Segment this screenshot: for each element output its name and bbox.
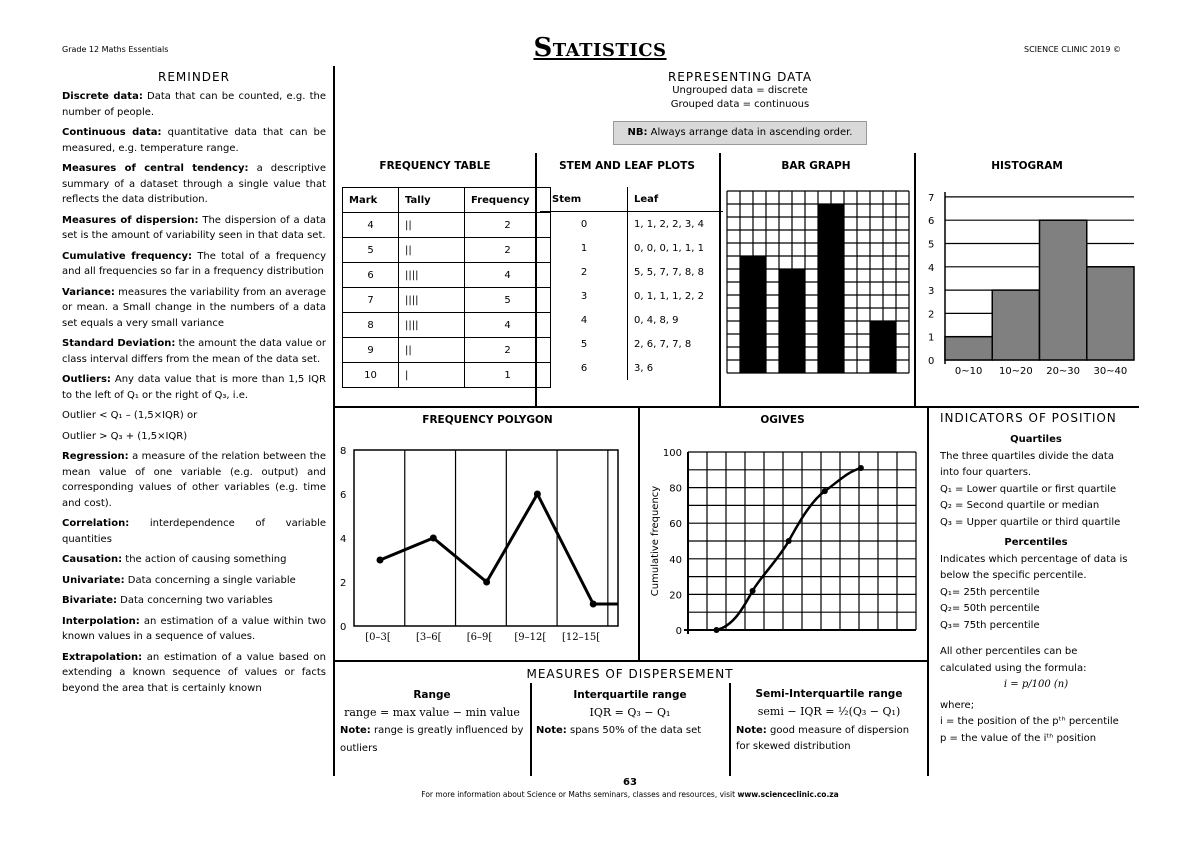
table-cell: 0, 4, 8, 9 [628, 308, 724, 332]
data-point [786, 538, 792, 544]
table-cell: 7 [343, 288, 399, 313]
plot-frame [354, 450, 618, 626]
tick-label: 40 [669, 554, 682, 566]
divider-bar [914, 153, 916, 406]
frequency-polygon-chart [336, 438, 636, 650]
table-cell: 4 [580, 314, 588, 326]
table-row [540, 212, 723, 237]
category-label: [3–6[ [416, 632, 442, 643]
table-row [343, 213, 551, 238]
data-point [430, 535, 437, 542]
reminder-text: The total of a frequency and all frequencies so far in a frequency distribution [62, 250, 326, 277]
reminder-term: Outliers: [62, 374, 111, 385]
data-point [750, 588, 756, 594]
where-label: where; [940, 699, 975, 711]
reminder-text: measures the variability from an average or mean. a Small change in the numbers of a data set equals a very small variance [62, 286, 326, 329]
divider-iqr [729, 683, 731, 776]
table-cell: 5 [580, 338, 588, 350]
table-cell: 4 [465, 313, 551, 338]
tick-label: 8 [340, 446, 347, 457]
reminder-term: Extrapolation: [62, 651, 143, 663]
def-p: p = the value of the iᵗʰ position [940, 732, 1097, 744]
reminder-term: Continuous data: [62, 127, 162, 138]
quartile-q3: Q₃ = Upper quartile or third quartile [940, 516, 1121, 528]
siqr-note [736, 723, 922, 755]
table-cell: 0, 0, 0, 1, 1, 1 [628, 236, 724, 260]
reminder-item [62, 336, 326, 367]
y-axis-label: Cumulative frequency [650, 485, 661, 597]
data-point [590, 601, 597, 608]
reminder-item [62, 614, 326, 645]
representing-line2: Grouped data = continuous [670, 99, 810, 110]
nb-text: Always arrange data in ascending order. [647, 127, 853, 138]
siqr-note-text: good measure of dispersion for skewed distribution [736, 725, 910, 752]
reminder-item [62, 89, 326, 120]
indicators-panel [940, 432, 1132, 747]
table-cell: 1 [465, 363, 551, 388]
def-i: i = the position of the pᵗʰ percentile [940, 716, 1119, 727]
reminder-text: quantitative data that can be measured, e.g. temperature range. [62, 127, 327, 154]
ogive-title: OGIVES [760, 414, 805, 426]
tick-label: 60 [669, 519, 682, 531]
table-cell: 9 [343, 338, 399, 363]
tick-label: 1 [928, 332, 935, 344]
table-cell: 6 [580, 362, 588, 374]
table-row [540, 356, 723, 380]
reminder-term: Discrete data: [62, 91, 143, 102]
range-panel [340, 686, 524, 758]
reminder-term: Measures of dispersion: [62, 214, 199, 226]
reminder-item [62, 249, 326, 280]
data-point [483, 579, 490, 586]
page-title: Statistics [533, 33, 667, 63]
reminder-text: an estimation of a value based on extending a known sequence of values or facts beyond the area that is certainly known [62, 651, 326, 694]
bar [870, 321, 896, 373]
histogram-bar [1040, 220, 1087, 360]
tick-label: 80 [669, 483, 682, 495]
table-cell: 2 [580, 266, 588, 278]
reminder-item [62, 650, 326, 697]
dispersement-title: MEASURES OF DISPERSEMENT [526, 667, 734, 681]
reminder-item [62, 516, 326, 547]
reminder-list [62, 89, 326, 696]
reminder-text: interdependence of variable quantities [62, 518, 326, 545]
category-label: [9–12[ [514, 632, 547, 643]
data-point [858, 465, 864, 471]
tick-label: 0 [675, 626, 682, 637]
freq-table-title: FREQUENCY TABLE [379, 160, 491, 172]
percentile-other: All other percentiles can be calculated using the formula: [940, 646, 1087, 674]
category-label: 20~30 [1046, 366, 1081, 377]
data-point [534, 491, 541, 498]
reminder-item [62, 125, 326, 156]
reminder-item [62, 429, 326, 445]
table-cell: 5 [343, 238, 399, 263]
tick-label: 0 [928, 356, 935, 367]
reminder-text: the action of causing something [122, 554, 287, 565]
table-cell: 10 [343, 363, 399, 388]
tick-label: 2 [928, 309, 935, 321]
divider-row1 [333, 406, 1139, 408]
reminder-term: Standard Deviation: [62, 338, 176, 349]
table-cell: 1 [580, 242, 588, 254]
category-label: 10~20 [998, 366, 1033, 377]
table-cell: 4 [465, 263, 551, 288]
bar [779, 269, 805, 373]
table-row [343, 263, 551, 288]
table-cell: 2, 6, 7, 7, 8 [628, 332, 724, 356]
bar [818, 204, 844, 373]
table-row [343, 238, 551, 263]
table-cell: |||| [399, 263, 465, 288]
ogive-curve [717, 468, 861, 630]
iqr-title: Interquartile range [573, 689, 687, 701]
representing-line1: Ungrouped data = discrete [672, 85, 808, 96]
reminder-item [62, 161, 326, 208]
bar [740, 256, 766, 373]
stem-leaf-header: Stem [540, 187, 628, 212]
reminder-item [62, 593, 326, 609]
header-left: Grade 12 Maths Essentials [62, 45, 169, 54]
reminder-text: a measure of the relation between the mean value of one variable (e.g. output) and corresponding values of other variables (e.g. time and cost). [62, 451, 326, 509]
reminder-text: Data concerning two variables [117, 595, 273, 606]
quartile-q2: Q₂ = Second quartile or median [940, 500, 1100, 511]
range-note-label: Note: [340, 725, 371, 736]
reminder-item [62, 573, 326, 589]
divider-poly [638, 406, 640, 660]
table-cell: 0 [580, 218, 588, 230]
iqr-note-label: Note: [536, 725, 567, 736]
reminder-term: Bivariate: [62, 595, 117, 606]
table-cell: |||| [399, 288, 465, 313]
category-label: 0~10 [954, 366, 983, 377]
percentile-q1: Q₁= 25th percentile [940, 586, 1040, 598]
category-label: [6–9[ [466, 632, 493, 643]
table-row [540, 308, 723, 332]
reminder-text: Data that can be counted, e.g. the number of people. [62, 91, 326, 118]
data-point [377, 557, 384, 564]
quartiles-intro: The three quartiles divide the data into four quarters. [940, 450, 1114, 478]
reminder-text: The dispersion of a data set is the amount of variability seen in that data set. [62, 214, 326, 241]
data-point [714, 627, 720, 633]
percentiles-title: Percentiles [1004, 537, 1068, 548]
reminder-item [62, 408, 326, 424]
tick-label: 100 [662, 448, 682, 459]
table-cell: 2 [465, 238, 551, 263]
representing-title: REPRESENTING DATA [667, 70, 813, 84]
siqr-panel [736, 686, 922, 755]
reminder-text: Any data value that is more than 1,5 IQR to the left of Q₁ or the right of Q₃, i.e. [62, 374, 326, 401]
polygon-line [380, 494, 618, 604]
reminder-text: an estimation of a value within two known values in a sequence of values. [62, 615, 326, 642]
table-cell: || [399, 238, 465, 263]
tick-label: 6 [340, 490, 347, 501]
nb-label: NB: [627, 127, 648, 138]
table-row [540, 332, 723, 356]
reminder-panel [62, 70, 326, 701]
table-cell: 4 [343, 213, 399, 238]
table-row [343, 338, 551, 363]
siqr-formula: semi − IQR = ½(Q₃ − Q₁) [757, 705, 901, 718]
table-cell: 2 [465, 213, 551, 238]
bar-graph-title: BAR GRAPH [781, 160, 851, 172]
table-cell: 6 [343, 263, 399, 288]
tick-label: 3 [928, 286, 935, 298]
reminder-term: Measures of central tendency: [62, 163, 249, 174]
percentile-q2: Q₂= 50th percentile [940, 603, 1040, 614]
ogive-chart [642, 440, 924, 640]
reminder-term: Causation: [62, 554, 123, 565]
table-cell: 0, 1, 1, 1, 2, 2 [628, 284, 724, 308]
reminder-text: Data concerning a single variable [124, 574, 296, 586]
quartiles-title: Quartiles [1010, 434, 1062, 445]
indicators-title: INDICATORS OF POSITION [940, 411, 1117, 425]
table-row [343, 313, 551, 338]
tick-label: 2 [340, 578, 347, 589]
tick-label: 20 [669, 590, 682, 602]
table-cell: 3 [580, 290, 588, 302]
tick-label: 6 [928, 216, 935, 228]
reminder-item [62, 372, 326, 403]
divider-ogive [927, 406, 929, 776]
freq-table-header: Frequency [465, 188, 551, 213]
percentile-formula: i = p/100 (n) [1003, 679, 1069, 690]
table-cell: 1, 1, 2, 2, 3, 4 [628, 212, 724, 237]
stem-leaf-title: STEM AND LEAF PLOTS [559, 160, 695, 172]
tick-label: 4 [928, 262, 935, 274]
divider-row2 [333, 660, 927, 662]
tick-label: 0 [340, 622, 347, 633]
reminder-item [62, 552, 326, 568]
table-cell: 5, 5, 7, 7, 8, 8 [628, 260, 724, 284]
reminder-text: Outlier > Q₃ + (1,5×IQR) [62, 430, 188, 442]
table-cell: 8 [343, 313, 399, 338]
siqr-note-label: Note: [736, 725, 767, 736]
siqr-title: Semi-Interquartile range [755, 688, 903, 700]
category-label: [12–15[ [561, 632, 601, 643]
table-row [540, 284, 723, 308]
table-row [540, 260, 723, 284]
table-row [343, 288, 551, 313]
reminder-term: Univariate: [62, 574, 125, 586]
iqr-note-text: spans 50% of the data set [566, 725, 702, 736]
range-formula: range = max value − min value [344, 706, 520, 719]
freq-table-header: Tally [399, 188, 465, 213]
percentile-q3: Q₃= 75th percentile [940, 619, 1040, 631]
table-cell: || [399, 213, 465, 238]
table-row [343, 363, 551, 388]
reminder-term: Variance: [62, 286, 115, 298]
reminder-term: Regression: [62, 451, 129, 462]
histogram-title: HISTOGRAM [991, 160, 1063, 172]
reminder-text: a descriptive summary of a dataset through a single value that reflects the data distribution. [62, 163, 327, 205]
freq-table-header: Mark [343, 188, 399, 213]
bar-graph-chart [726, 190, 910, 374]
category-label: 30~40 [1093, 366, 1128, 377]
table-cell: || [399, 338, 465, 363]
histogram-chart [920, 188, 1136, 380]
reminder-item [62, 213, 326, 244]
tick-label: 5 [928, 239, 935, 251]
header-right: SCIENCE CLINIC 2019 © [1024, 45, 1122, 54]
iqr-note [536, 722, 724, 740]
table-cell: 3, 6 [628, 356, 724, 380]
page-number: 63 [623, 777, 637, 788]
tick-label: 7 [928, 192, 935, 204]
range-note-text: range is greatly influenced by outliers [340, 725, 524, 754]
reminder-text: Outlier < Q₁ – (1,5×IQR) or [62, 410, 198, 421]
table-cell: | [399, 363, 465, 388]
data-point [822, 488, 828, 494]
reminder-title: REMINDER [158, 70, 230, 84]
reminder-term: Cumulative frequency: [62, 250, 192, 262]
reminder-text: the amount the data value or class interval differs from the mean of the data set. [62, 338, 326, 365]
nb-note [613, 121, 867, 145]
stem-leaf-table [540, 187, 723, 380]
category-label: [0–3[ [365, 632, 391, 643]
tick-label: 4 [340, 534, 347, 545]
footer-info [333, 790, 927, 799]
reminder-term: Correlation: [62, 518, 130, 529]
table-row [540, 236, 723, 260]
footer-link[interactable]: www.scienceclinic.co.za [737, 790, 839, 799]
table-cell: 2 [465, 338, 551, 363]
reminder-item [62, 285, 326, 332]
stem-leaf-header: Leaf [628, 187, 724, 212]
polygon-title: FREQUENCY POLYGON [422, 414, 553, 426]
quartile-q1: Q₁ = Lower quartile or first quartile [940, 483, 1117, 495]
histogram-bar [992, 290, 1039, 360]
histogram-bar [1087, 267, 1134, 360]
reminder-term: Interpolation: [62, 615, 140, 627]
footer-text: For more information about Science or Maths seminars, classes and resources, visit [421, 790, 738, 799]
iqr-formula: IQR = Q₃ − Q₁ [589, 706, 671, 719]
iqr-panel [536, 686, 724, 740]
range-title: Range [413, 689, 451, 701]
table-cell: 5 [465, 288, 551, 313]
histogram-bar [945, 337, 992, 360]
percentiles-intro: Indicates which percentage of data is below the specific percentile. [940, 553, 1128, 581]
table-cell: |||| [399, 313, 465, 338]
range-note [340, 722, 524, 758]
divider-range [530, 683, 532, 776]
reminder-item [62, 449, 326, 511]
frequency-table [342, 187, 551, 388]
